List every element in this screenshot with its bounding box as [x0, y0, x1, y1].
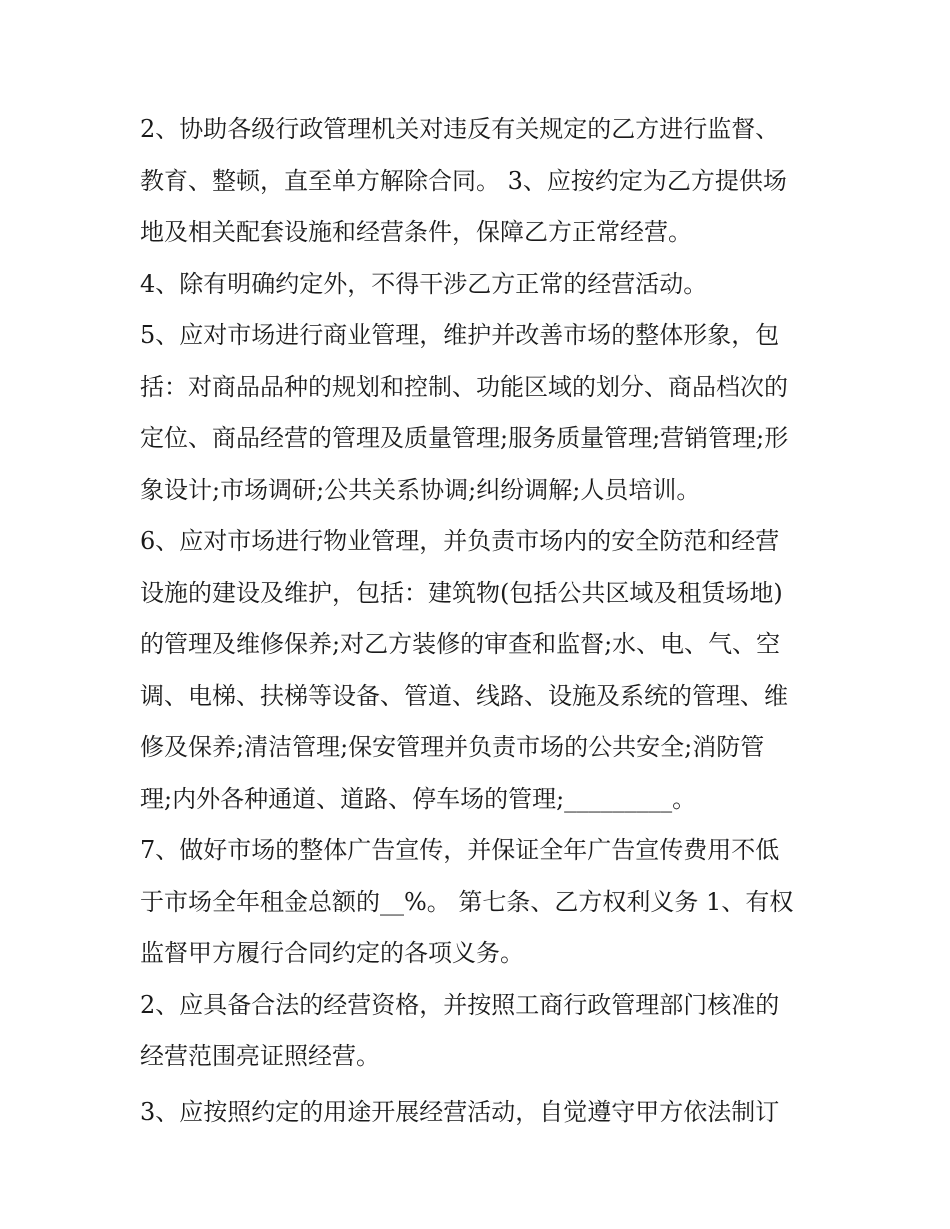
text-line: 调、电梯、扶梯等设备、管道、线路、设施及系统的管理、维 — [140, 681, 788, 710]
text-line: 设施的建设及维护，包括：建筑物(包括公共区域及租赁场地) — [140, 578, 783, 607]
text-line: 2、协助各级行政管理机关对违反有关规定的乙方进行监督、 — [140, 115, 780, 143]
text-line: 3、应按照约定的用途开展经营活动，自觉遵守甲方依法制订 — [140, 1097, 780, 1126]
document-body — [140, 104, 820, 1138]
text-line: 修及保养;清洁管理;保安管理并负责市场的公共安全;消防管 — [140, 733, 765, 761]
text-line: 象设计;市场调研;公共关系协调;纠纷调解;人员培训。 — [140, 475, 701, 504]
text-line: 括：对商品品种的规划和控制、功能区域的划分、商品档次的 — [140, 372, 788, 401]
text-line: 2、应具备合法的经营资格，并按照工商行政管理部门核准的 — [140, 990, 780, 1019]
text-line: 7、做好市场的整体广告宣传，并保证全年广告宣传费用不低 — [140, 836, 780, 864]
text-line: 地及相关配套设施和经营条件，保障乙方正常经营。 — [140, 218, 692, 246]
text-line: 监督甲方履行合同约定的各项义务。 — [140, 939, 524, 967]
text-line: 理;内外各种通道、道路、停车场的管理;_________。 — [140, 784, 697, 813]
text-line: 经营范围亮证照经营。 — [140, 1042, 380, 1070]
text-line: 6、应对市场进行物业管理，并负责市场内的安全防范和经营 — [140, 527, 780, 555]
text-line: 4、除有明确约定外，不得干涉乙方正常的经营活动。 — [140, 269, 708, 298]
text-line: 5、应对市场进行商业管理，维护并改善市场的整体形象，包 — [140, 321, 780, 349]
text-line: 的管理及维修保养;对乙方装修的审查和监督;水、电、气、空 — [140, 630, 781, 658]
text-line: 于市场全年租金总额的__%。 第七条、乙方权利义务 1、有权 — [140, 887, 794, 916]
text-line: 定位、商品经营的管理及质量管理;服务质量管理;营销管理;形 — [140, 424, 789, 452]
text-line: 教育、整顿，直至单方解除合同。 3、应按约定为乙方提供场 — [140, 166, 787, 195]
